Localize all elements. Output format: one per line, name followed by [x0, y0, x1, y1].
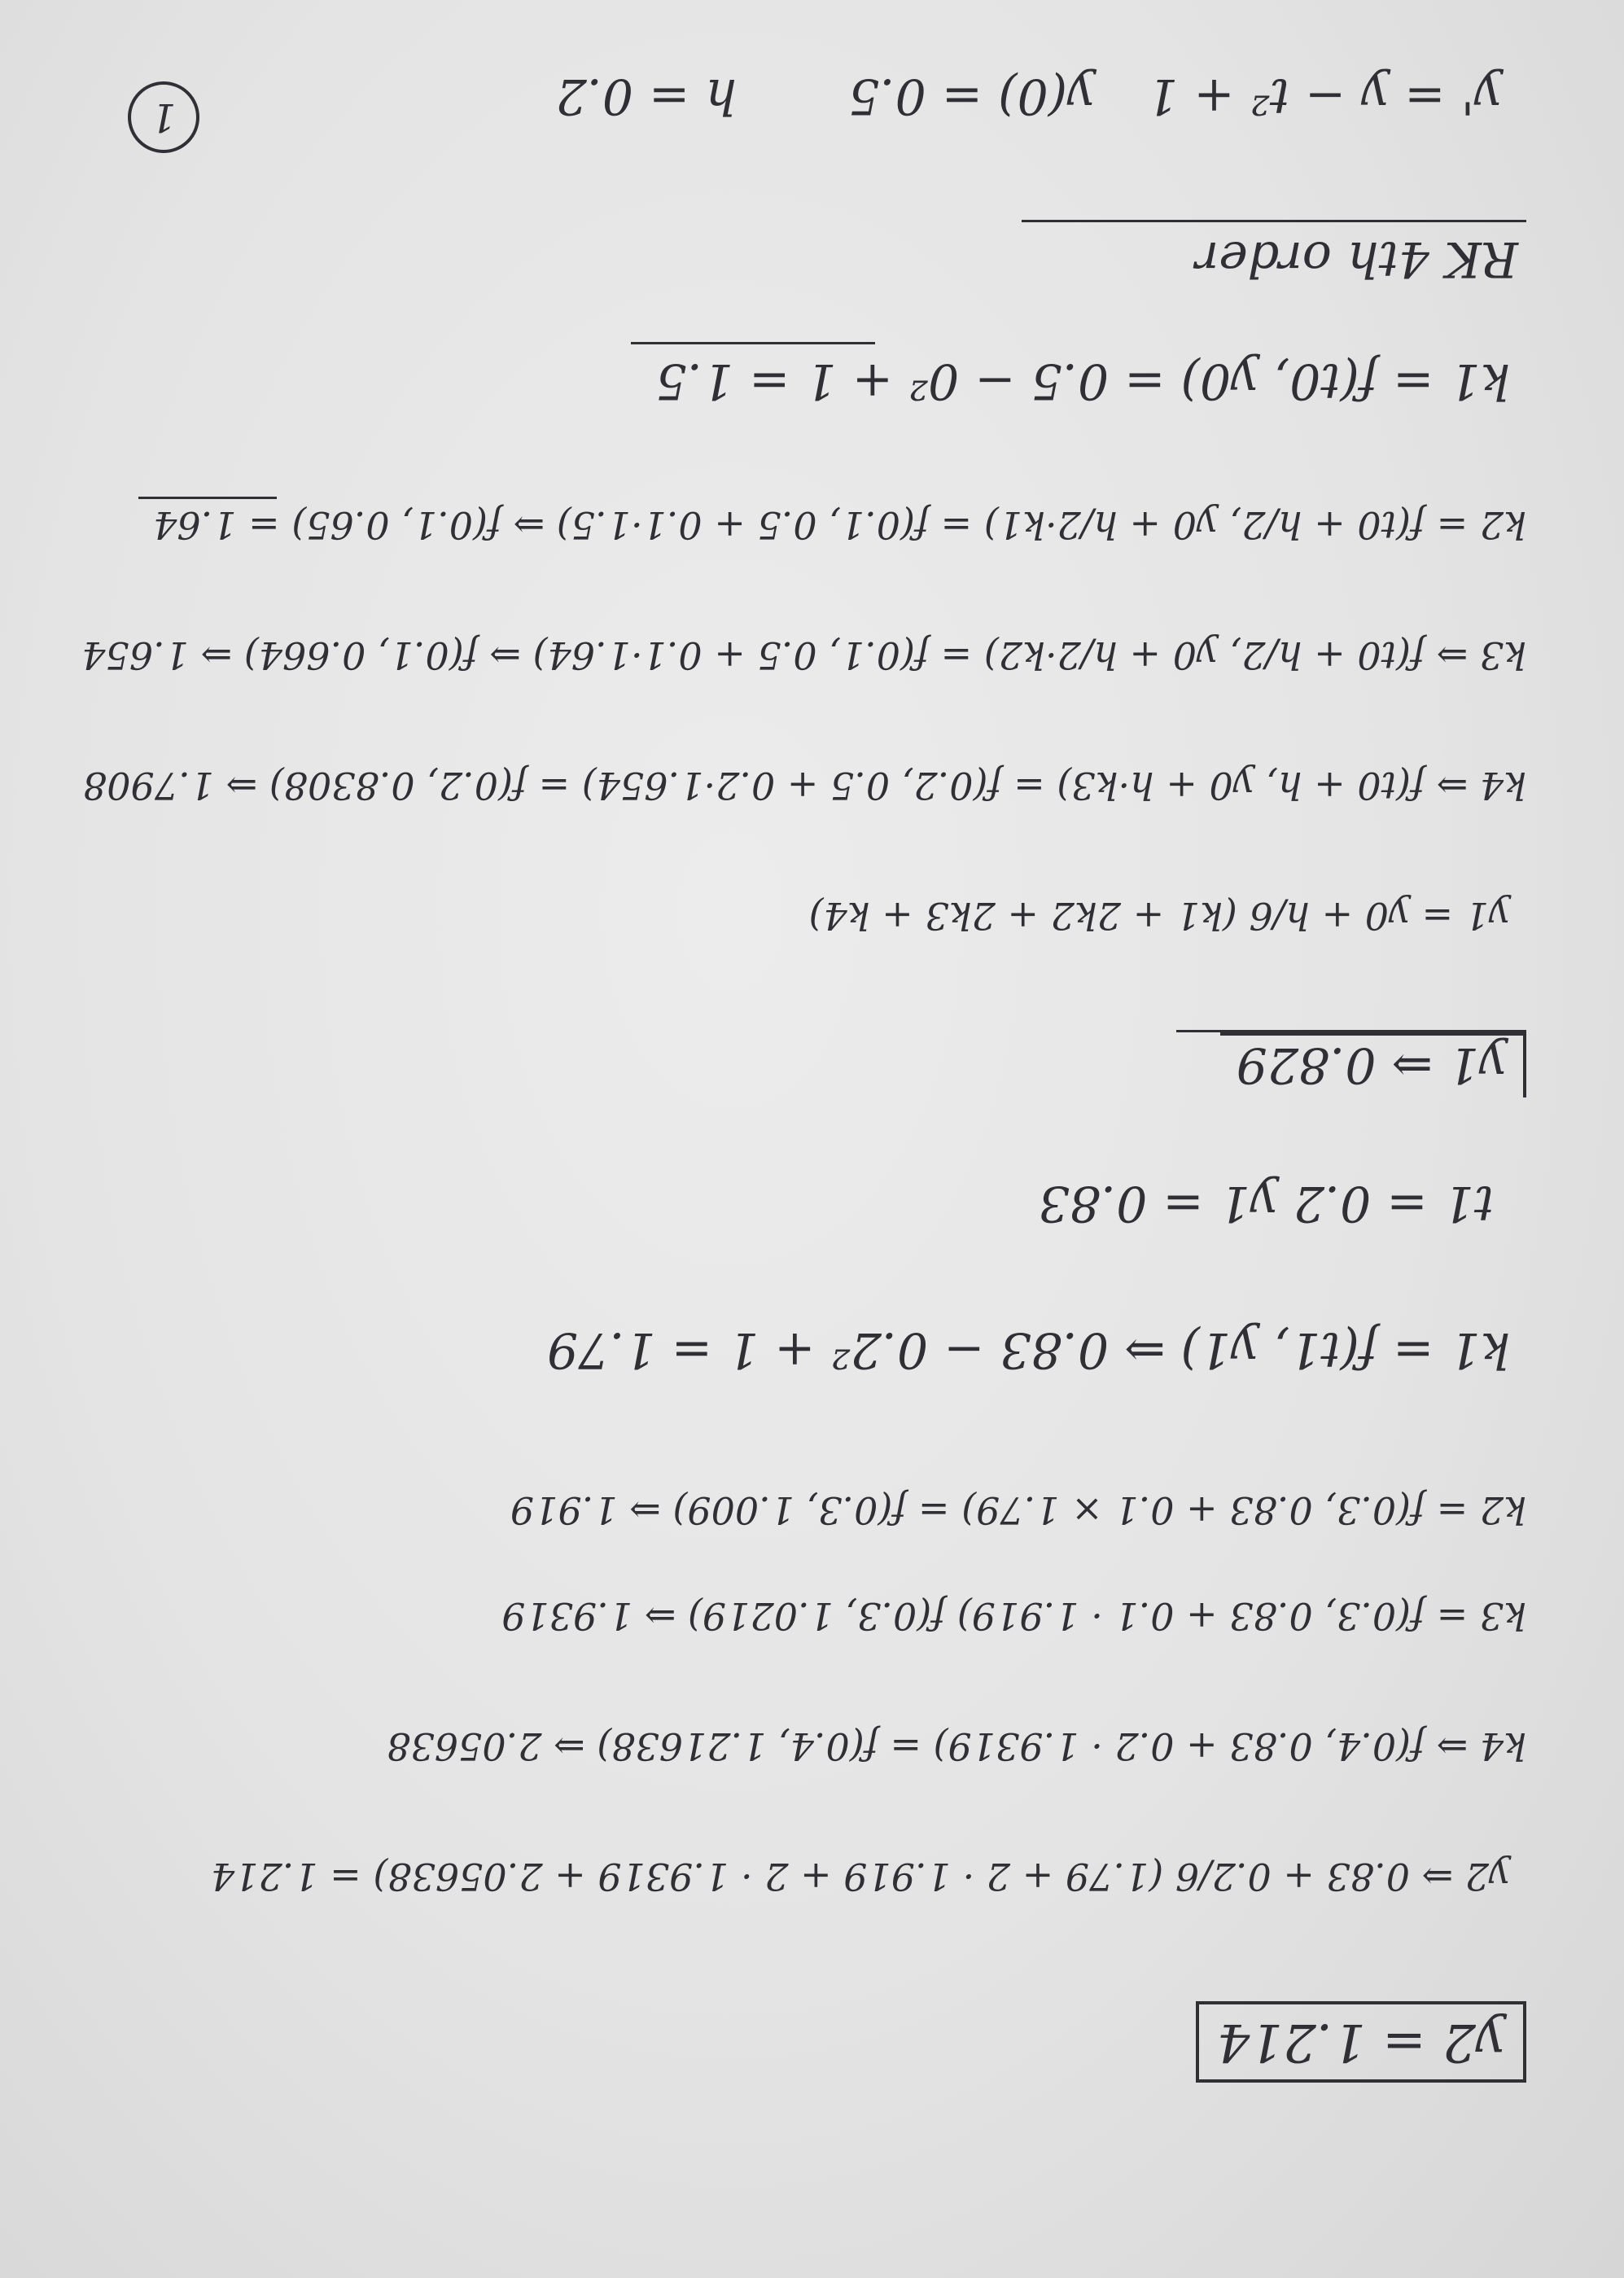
step1-k1: k1 = f(t0, y0) = 0.5 − 0² + 1 = 1.5 — [655, 353, 1510, 410]
heading-underline — [1022, 220, 1526, 222]
step1-k2: k2 = f(t0 + h/2, y0 + h/2·k1) = f(0.1, 0.5 + 0.1·1.5) ⇒ f(0.1, 0.65) = 1.64 — [153, 503, 1526, 547]
k2-result-underline — [138, 497, 277, 499]
step-size: h = 0.2 — [555, 68, 737, 125]
ode-equation: y' = y − t² + 1 — [1147, 68, 1502, 125]
step2-k3: k3 = f(0.3, 0.83 + 0.1 · 1.919) f(0.3, 1.0219) ⇒ 1.9319 — [501, 1594, 1526, 1638]
initial-condition: y(0) = 0.5 — [848, 68, 1095, 125]
step2-t1-y1: t1 = 0.2 y1 = 0.83 — [1038, 1175, 1494, 1232]
step2-y2-result: y2 = 1.214 — [1196, 2001, 1526, 2083]
step1-y1-formula: y1 = y0 + h/6 (k1 + 2k2 + 2k3 + k4) — [808, 894, 1510, 938]
method-heading: RK 4th order — [1195, 230, 1518, 287]
y1-box-underline — [1176, 1030, 1526, 1032]
step2-k2: k2 = f(0.3, 0.83 + 0.1 × 1.79) = f(0.3, 1.009) ⇒ 1.919 — [510, 1488, 1526, 1532]
step1-k3: k3 ⇒ f(t0 + h/2, y0 + h/2·k2) = f(0.1, 0.5 + 0.1·1.64) ⇒ f(0.1, 0.664) ⇒ 1.654 — [81, 633, 1526, 677]
step2-y2-formula: y2 ⇒ 0.83 + 0.2/6 (1.79 + 2 · 1.919 + 2 · 1.9319 + 2.05638) = 1.214 — [210, 1855, 1510, 1899]
step1-y1-result: y1 ⇒ 0.829 — [1220, 1032, 1526, 1097]
step1-k4: k4 ⇒ f(t0 + h, y0 + h·k3) = f(0.2, 0.5 + 0.2·1.654) = f(0.2, 0.8308) ⇒ 1.7908 — [83, 764, 1526, 808]
page-number: 1 — [128, 81, 199, 153]
step2-k1: k1 = f(t1, y1) ⇒ 0.83 − 0.2² + 1 = 1.79 — [547, 1321, 1510, 1378]
step2-k4: k4 ⇒ f(0.4, 0.83 + 0.2 · 1.9319) = f(0.4, 1.21638) ⇒ 2.05638 — [387, 1724, 1526, 1768]
k1-underline — [631, 342, 875, 344]
